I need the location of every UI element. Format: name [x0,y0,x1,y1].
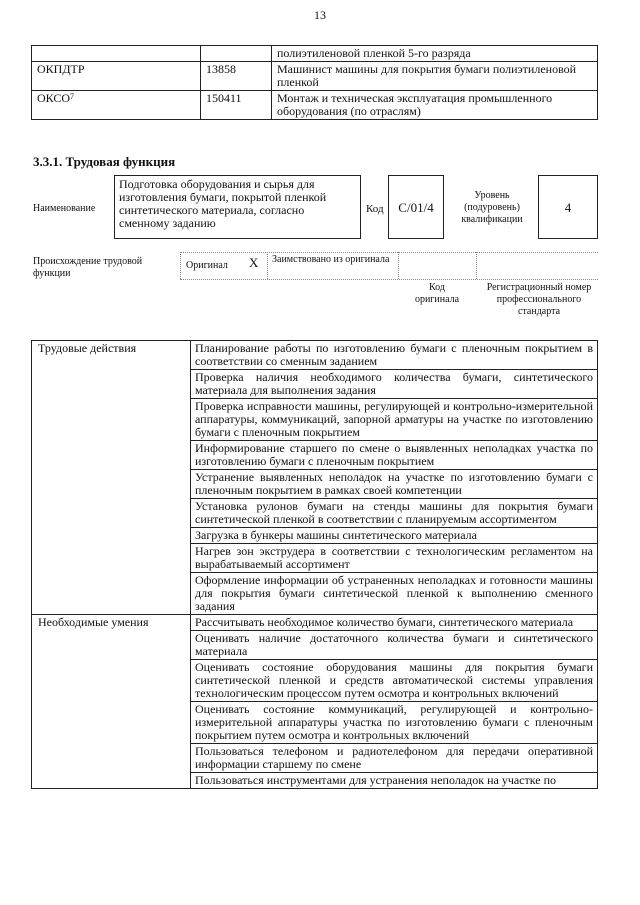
codes-row-0 [32,46,598,62]
reg-number-label: Регистрационный номер профессионального стандарта [486,282,592,317]
codes-table [31,45,598,120]
code-label: Код [366,203,384,215]
codes-classifier [32,46,201,62]
codes-code [201,46,272,62]
page-number: 13 [314,8,326,22]
main-table [31,340,598,789]
origin-top-line [180,252,598,253]
origin-bottom-line [180,279,598,280]
labor-action-item: Устранение выявленных неполадок на участке по изготовлению бумаги с пленочным покрытием в рамках своей компетенции [191,470,598,499]
labor-action-item: Установка рулонов бумаги на стенды машины для покрытия бумаги синтетической пленкой в соответствии с планируемым ассортиментом [191,499,598,528]
codes-name: полиэтиленовой пленкой 5-го разряда [272,46,598,62]
skill-item: Оценивать наличие достаточного количества бумаги и синтетического материала [191,631,598,660]
table-row [32,615,598,631]
skill-item: Пользоваться инструментами для устранения неполадок на участке по [191,773,598,789]
skill-item: Рассчитывать необходимое количество бумаги, синтетического материала [191,615,598,631]
level-value: 4 [538,175,598,239]
table-row [32,341,598,370]
skill-item: Оценивать состояние коммуникаций, регулирующей и контрольно-измерительной аппаратуры участка по изготовлению бумаги с пленочным покрытием путем осмотра и контрольных включений [191,702,598,744]
code-value: C/01/4 [388,175,444,239]
labor-action-item: Оформление информации об устраненных неполадках и готовности машины для покрытия бумаги синтетической пленкой к выполнению сменного задания [191,573,598,615]
skill-item: Оценивать состояние оборудования машины для покрытия бумаги синтетической пленкой и средств автоматической системы управления технологическим процессом путем осмотра и контрольных включений [191,660,598,702]
labor-action-item: Проверка наличия необходимого количества бумаги, синтетического материала для выполнения задания [191,370,598,399]
labor-action-item: Проверка исправности машины, регулирующей и контрольно-измерительной аппаратуры, коммуникаций, запорной арматуры на участке по изготовлению бумаги с пленочным покрытием [191,399,598,441]
codes-classifier: ОКСО [37,91,71,105]
codes-code: 13858 [201,62,272,91]
skill-item: Пользоваться телефоном и радиотелефоном для передачи оперативной информации старшему по смене [191,744,598,773]
labor-action-item: Нагрев зон экструдера в соответствии с технологическим регламентом на вырабатываемый ассортимент [191,544,598,573]
footnote-ref: 7 [70,92,75,101]
level-label: Уровень (подуровень) квалификации [461,190,523,225]
original-mark: X [249,255,259,270]
origin-divider [267,252,268,279]
category-required-skills: Необходимые умения [32,615,191,789]
borrowed-label: Заимствовано из оригинала [272,254,390,265]
origin-divider [180,252,181,279]
codes-code: 150411 [201,91,272,120]
codes-row-2 [32,91,598,120]
category-labor-actions: Трудовые действия [32,341,191,615]
codes-name: Монтаж и техническая эксплуатация промышленного оборудования (по отраслям) [272,91,598,120]
name-label: Наименование [33,203,96,214]
labor-action-item: Загрузка в бункеры машины синтетического материала [191,528,598,544]
codes-row-1 [32,62,598,91]
origin-divider [398,252,399,279]
labor-action-item: Информирование старшего по смене о выявленных неполадках участка по изготовлению бумаги с пленочным покрытием [191,441,598,470]
codes-classifier-okso [32,91,201,120]
codes-name: Машинист машины для покрытия бумаги полиэтиленовой пленкой [272,62,598,91]
original-label: Оригинал [186,260,228,271]
section-title: 3.3.1. Трудовая функция [33,154,176,169]
origin-divider [476,252,477,279]
code-original-label: Код оригинала [414,282,460,305]
name-value: Подготовка оборудования и сырья для изготовления бумаги, покрытой пленкой синтетического материала, согласно сменному заданию [114,175,361,239]
labor-action-item: Планирование работы по изготовлению бумаги с пленочным покрытием в соответствии со сменным заданием [191,341,598,370]
origin-label: Происхождение трудовой функции [33,256,143,279]
codes-classifier: ОКПДТР [32,62,201,91]
